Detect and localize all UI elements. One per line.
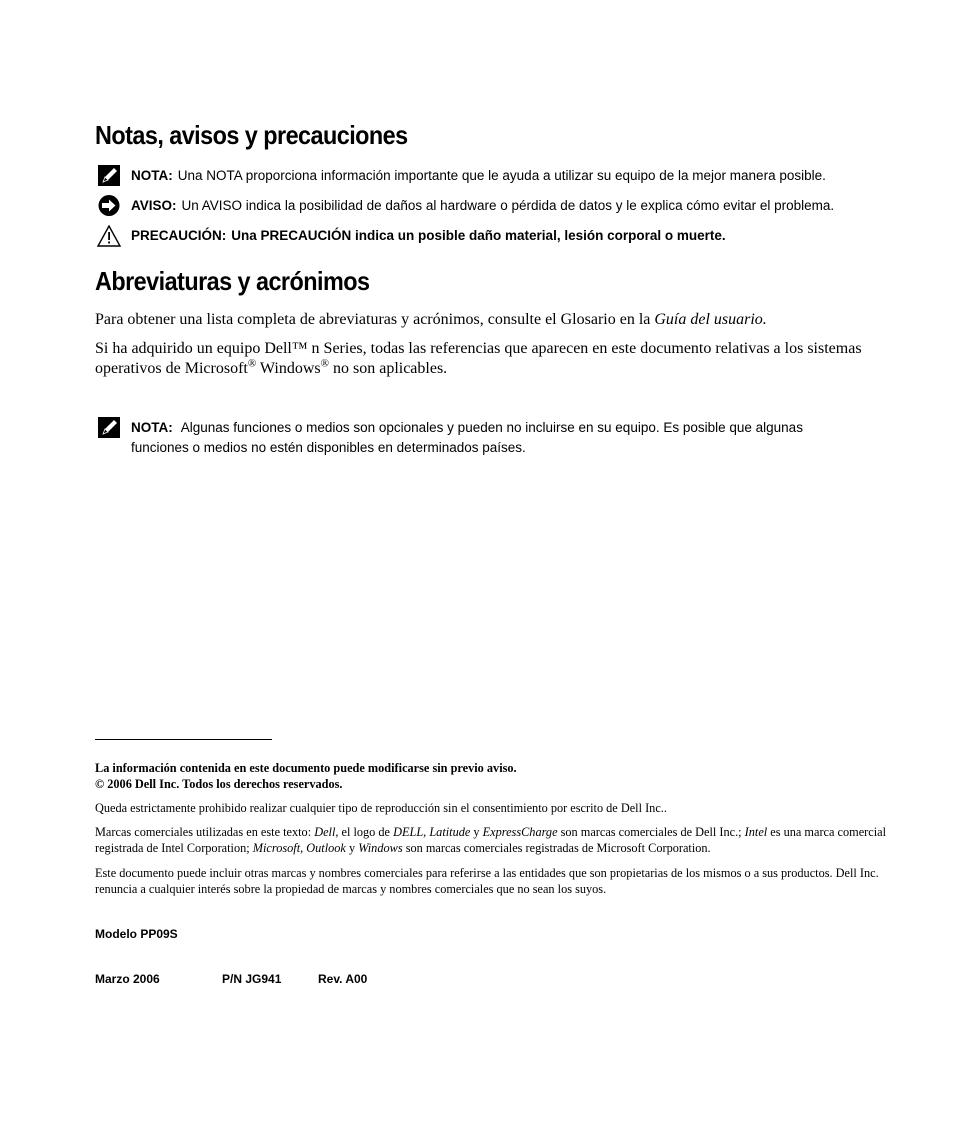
publication-date: Marzo 2006 (95, 972, 160, 986)
model-number: Modelo PP09S (95, 927, 178, 941)
other-trademarks-paragraph: Este documento puede incluir otras marcas y nombres comerciales para referirse a las entidades que son propietarias de los mismos o a sus productos. Dell Inc. renuncia a cualquier interés sobre la propiedad de marcas y nombres comerciales que no sean los suyos. (95, 866, 879, 896)
arrow-notice-icon (97, 195, 123, 217)
aviso-label: AVISO: (131, 198, 177, 213)
warning-triangle-icon (97, 225, 123, 247)
abbrev-paragraph-1: Para obtener una lista completa de abreviaturas y acrónimos, consulte el Glosario en la Guía del usuario. (95, 311, 767, 328)
pencil-note-icon (97, 417, 123, 439)
abbrev-paragraph-2: Si ha adquirido un equipo Dell™ n Series, todas las referencias que aparecen en este documento relativas a los sistemas operativos de Microsoft® Windows® no son aplicables. (95, 340, 862, 377)
nota-text: Una NOTA proporciona información importante que le ayuda a utilizar su equipo de la mejor manera posible. (177, 168, 826, 183)
footer-rule (95, 739, 272, 740)
aviso-text: Un AVISO indica la posibilidad de daños al hardware o pérdida de datos y le explica cómo evitar el problema. (181, 198, 835, 213)
copyright-line: © 2006 Dell Inc. Todos los derechos reservados. (95, 777, 343, 791)
reproduction-notice: Queda estrictamente prohibido realizar cualquier tipo de reproducción sin el consentimiento por escrito de Dell Inc.. (95, 801, 667, 815)
trademarks-paragraph: Marcas comerciales utilizadas en este texto: Dell, el logo de DELL, Latitude y ExpressCharge son marcas comerciales de Dell Inc.; Intel es una marca comercial registrada de Intel Corporation; Microsoft, Outlook y Windows son marcas comerciales registradas de Microsoft Corporation. (95, 825, 887, 855)
user-guide-title: Guía del usuario. (654, 311, 767, 328)
precaucion-notice (97, 226, 726, 247)
precaucion-text: Una PRECAUCIÓN indica un posible daño material, lesión corporal o muerte. (231, 228, 726, 243)
nota-label: NOTA: (131, 168, 173, 183)
footer-notice-line: La información contenida en este documento puede modificarse sin previo aviso. (95, 761, 517, 775)
notices-heading: Notas, avisos y precauciones (95, 120, 408, 150)
aviso-notice (97, 196, 834, 217)
nota-optional-label: NOTA: (131, 420, 173, 435)
part-number: P/N JG941 (222, 972, 282, 986)
precaucion-label: PRECAUCIÓN: (131, 228, 227, 243)
nota-notice (97, 166, 826, 187)
nota-optional-notice (97, 418, 857, 458)
pencil-note-icon (97, 165, 123, 187)
abbrev-heading: Abreviaturas y acrónimos (95, 266, 370, 296)
revision: Rev. A00 (318, 972, 368, 986)
nota-optional-text: Algunas funciones o medios son opcionales y pueden no incluirse en su equipo. Es posible que algunas funciones o medios no estén disponibles en determinados países. (131, 420, 803, 455)
